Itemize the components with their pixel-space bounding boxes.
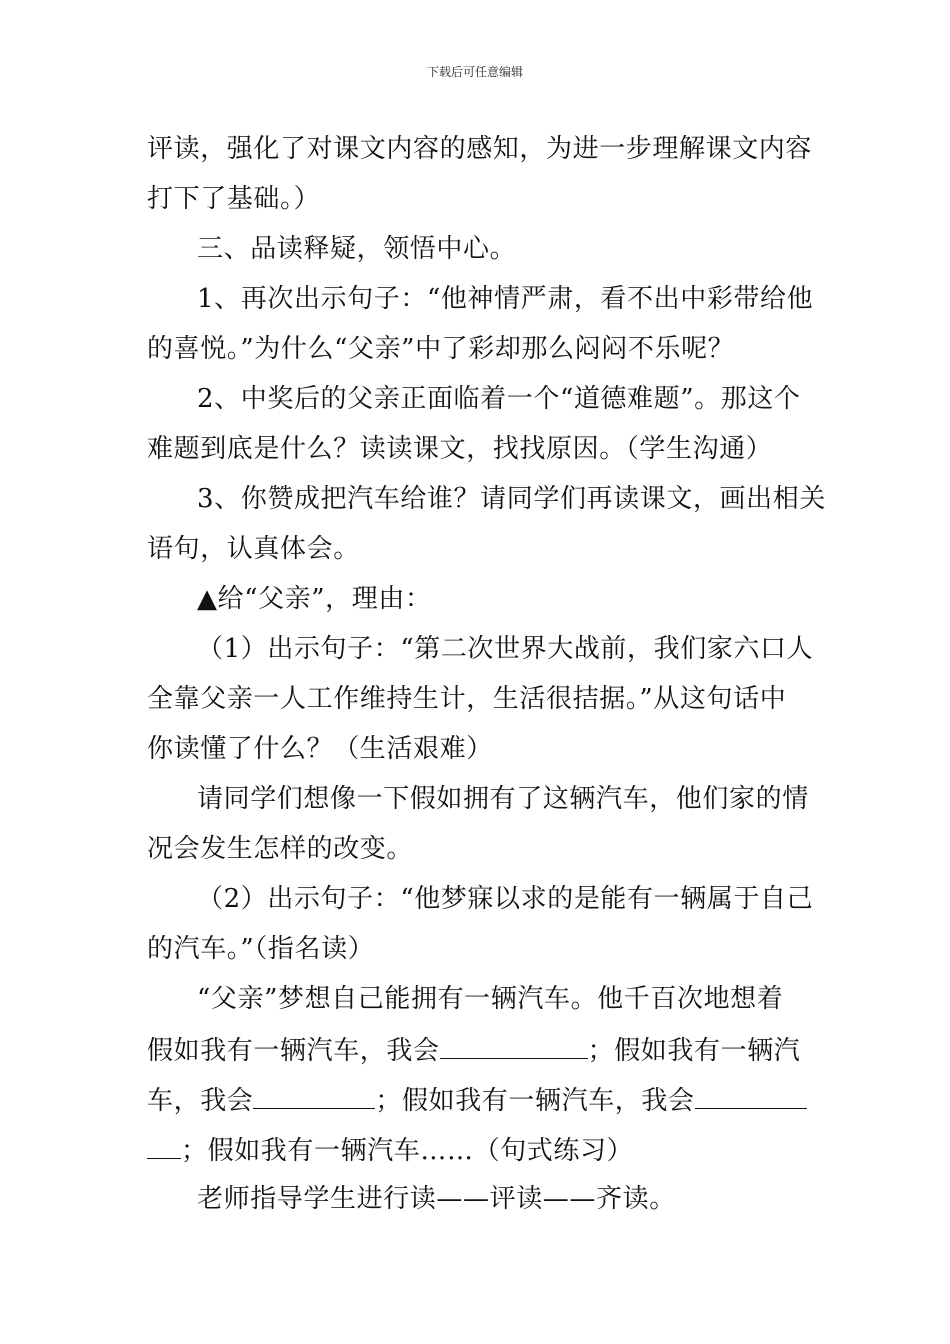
text-segment: 假如我有一辆汽车，我会 xyxy=(147,1036,440,1066)
paragraph-line: 评读，强化了对课文内容的感知，为进一步理解课文内容 xyxy=(147,134,813,164)
paragraph-line: 打下了基础。） xyxy=(147,184,321,214)
section-heading: 三、品读释疑，领悟中心。 xyxy=(197,234,517,264)
text-segment: 车，我会 xyxy=(147,1086,254,1116)
paragraph-line: 全靠父亲一人工作维持生计，生活很拮据。”从这句话中 xyxy=(147,684,787,714)
blank-underline xyxy=(147,1132,181,1159)
text-segment: ；假如我有一辆汽 xyxy=(587,1036,801,1066)
paragraph-line: 难题到底是什么？读读课文，找找原因。（学生沟通） xyxy=(147,434,773,464)
text-segment: ；假如我有一辆汽车……（句式练习） xyxy=(181,1136,634,1166)
paragraph-line: 语句，认真体会。 xyxy=(147,534,360,564)
paragraph-line: 你读懂了什么？（生活艰难） xyxy=(147,734,493,764)
fill-blank-line xyxy=(147,1032,817,1068)
paragraph-line: “父亲”梦想自己能拥有一辆汽车。他千百次地想着 xyxy=(197,984,784,1014)
paragraph-line: 老师指导学生进行读——评读——齐读。 xyxy=(197,1184,676,1214)
paragraph-line: （1）出示句子：“第二次世界大战前，我们家六口人 xyxy=(197,634,814,664)
paragraph-line: 3、你赞成把汽车给谁？请同学们再读课文，画出相关 xyxy=(197,484,826,514)
paragraph-line: 的汽车。”（指名读） xyxy=(147,934,375,964)
fill-blank-line xyxy=(147,1082,817,1118)
blank-underline xyxy=(440,1032,588,1059)
paragraph-line: 况会发生怎样的改变。 xyxy=(147,834,414,864)
paragraph-line: 2、中奖后的父亲正面临着一个“道德难题”。那这个 xyxy=(197,384,801,414)
paragraph-line: 的喜悦。”为什么“父亲”中了彩却那么闷闷不乐呢？ xyxy=(147,334,735,364)
paragraph-line: 1、再次出示句子：“他神情严肃，看不出中彩带给他 xyxy=(197,284,814,314)
paragraph-line: 请同学们想像一下假如拥有了这辆汽车，他们家的情 xyxy=(197,784,809,814)
page-header: 下载后可任意编辑 xyxy=(426,65,523,79)
bullet-heading: ▲给“父亲”，理由： xyxy=(197,584,432,614)
fill-blank-line xyxy=(147,1132,817,1168)
paragraph-line: （2）出示句子：“他梦寐以求的是能有一辆属于自己 xyxy=(197,884,814,914)
blank-underline xyxy=(695,1082,807,1109)
blank-underline xyxy=(253,1082,375,1109)
text-segment: ；假如我有一辆汽车，我会 xyxy=(375,1086,695,1116)
